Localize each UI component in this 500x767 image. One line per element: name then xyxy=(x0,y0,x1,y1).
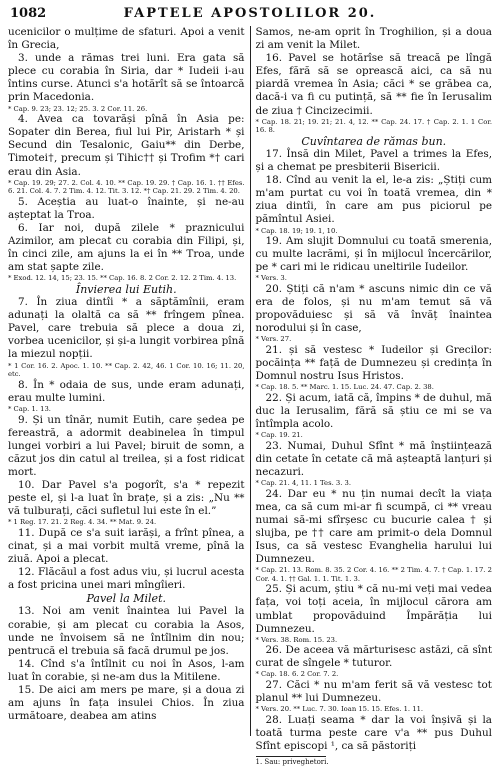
footnote-divider xyxy=(256,756,326,757)
cross-reference: * Cap. 18. 6. 2 Cor. 7. 2. xyxy=(255,670,339,679)
verse-paragraph: 24. Dar eu * nu țin numai decît la viața mea, ca să cum mi-ar fi scumpă, ci ** vreau numai să-mi sfîrșesc cu bucurie calea † și slujba, pe †† care am primit-o dela Domnul Isus, ca să vestesc Evanghelia harului lui Dumnezeu. xyxy=(255,487,492,566)
text-columns xyxy=(8,26,492,767)
cross-reference: * Cap. 21. 4, 11. 1 Tes. 3. 3. xyxy=(255,478,352,487)
cross-reference: * Vers. 27. xyxy=(255,335,292,344)
page-number: 1082 xyxy=(10,6,47,21)
verse-paragraph: 25. Și acum, știu * că nu-mi veți mai vedea fața, voi toți aceia, în mijlocul cărora am umblat propovăduind Împărăția lui Dumnezeu. xyxy=(255,583,492,635)
running-title: FAPTELE APOSTOLILOR 20. xyxy=(123,6,377,21)
cross-reference: * Cap. 18. 19; 19. 1, 10. xyxy=(255,226,338,235)
cross-reference: * 1 Reg. 17. 21. 2 Reg. 4. 34. ** Mat. 9. 24. xyxy=(8,518,157,527)
verse-paragraph: 17. Însă din Milet, Pavel a trimes la Efes, și a chemat pe presbiterii Bisericii. xyxy=(255,147,492,174)
verse-paragraph: 22. Și acum, iată că, împins * de duhul, mă duc la Ierusalim, fără să știu ce mi se va întîmpla acolo. xyxy=(255,391,492,430)
cross-reference: * Exod. 12. 14, 15; 23. 15. ** Cap. 16. 8. 2 Cor. 2. 12. 2 Tim. 4. 13. xyxy=(8,274,237,283)
verse-paragraph: 4. Avea ca tovarăși pînă în Asia pe: Sopater din Berea, fiul lui Pir, Aristarh * și Secund din Tesalonic, Gaiu** din Derbe, Timotei†, precum și Tihic†† și Trofim *† cari erau din Asia. xyxy=(8,113,245,178)
verse-paragraph: 14. Cînd s'a întîlnit cu noi în Asos, l-am luat în corabie, și ne-am dus la Mitilene. xyxy=(8,657,245,683)
verse-paragraph: 5. Aceștia au luat-o înainte, și ne-au așteptat la Troa. xyxy=(8,195,245,221)
right-column-body xyxy=(256,26,493,753)
verse-paragraph: 3. unde a rămas trei luni. Era gata să plece cu corabia în Siria, dar * Iudeii i-au întins curse. Atunci s'a hotărît să se întoarcă prin Macedonia. xyxy=(8,52,245,104)
verse-paragraph: 7. În ziua dintîi * a săptămînii, eram adunați la olaltă ca să ** frîngem pînea. Pavel, care trebuia să plece a doua zi, vorbea ucenicilor, și și-a lungit vorbirea pînă la miezul nopții. xyxy=(8,296,245,361)
cross-reference: * Cap. 18. 21; 19. 21; 21. 4, 12. ** Cap. 24. 17. † Cap. 2. 1. 1 Cor. 16. 8. xyxy=(255,117,492,135)
verse-paragraph: 28. Luați seama * dar la voi înșivă și la toată turma peste care v'a ** pus Duhul Sfînt episcopi ¹, ca să păstoriți xyxy=(255,713,492,753)
left-column xyxy=(8,26,250,736)
cross-reference: * Cap. 19. 21. xyxy=(255,431,303,440)
cross-reference: * 1 Cor. 16. 2. Apoc. 1. 10. ** Cap. 2. 42, 46. 1 Cor. 10. 16; 11. 20, etc. xyxy=(8,361,245,379)
continued-text: Samos, ne-am oprit în Troghilion, și a doua zi am venit la Milet. xyxy=(255,26,492,52)
verse-paragraph: 18. Cînd au venit la el, le-a zis: „Știți cum m'am purtat cu voi în toată vremea, din * ziua dintîi, în care am pus piciorul pe pămîntul Asiei. xyxy=(255,174,492,226)
continued-text: ucenicilor o mulțime de sfaturi. Apoi a venit în Grecia, xyxy=(8,26,245,52)
verse-paragraph: 23. Numai, Duhul Sfînt * mă înștiințează din cetate în cetate că mă așteaptă lanțuri și necazuri. xyxy=(255,439,492,478)
footnote: 1. Sau: priveghetori. xyxy=(255,758,329,767)
verse-paragraph: 27. Căci * nu m'am ferit să vă vestesc tot planul ** lui Dumnezeu. xyxy=(255,679,492,705)
right-column xyxy=(250,26,493,767)
verse-paragraph: 12. Flăcăul a fost adus viu, și lucrul acesta a fost pricina unei mari mîngîieri. xyxy=(8,566,245,592)
verse-paragraph: 9. Și un tînăr, numit Eutih, care ședea pe fereastră, a adormit deabinelea în timpul lungei vorbiri a lui Pavel; biruit de somn, a căzut jos din catul al treilea, și a fost ridicat mort. xyxy=(8,413,245,478)
section-title: Învierea lui Eutih. xyxy=(75,282,177,296)
verse-paragraph: 20. Știți că n'am * ascuns nimic din ce vă era de folos, și nu m'am temut să vă propovăduiesc și să vă învăț înaintea norodului și în case, xyxy=(255,282,492,335)
verse-paragraph: 11. După ce s'a suit iarăși, a frînt pînea, a cinat, și a mai vorbit multă vreme, pînă la ziuă. Apoi a plecat. xyxy=(8,526,245,566)
cross-reference: * Cap. 18. 5. ** Marc. 1. 15. Luc. 24. 47. Cap. 2. 38. xyxy=(255,383,434,392)
page-header xyxy=(10,6,490,24)
section-title: Cuvîntarea de rămas bun. xyxy=(301,134,447,148)
cross-reference: * Cap. 19. 29; 27. 2. Col. 4. 10. ** Cap. 19. 29. † Cap. 16. 1. †† Efes. 6. 21. Col. 4. 7. 2 Tim. 4. 12. Tit. 3. 12. *† Cap. 21. 29. 2 Tim. 4. 20. xyxy=(8,178,245,196)
verse-paragraph: 21. și să vestesc * Iudeilor și Grecilor: pocăința ** față de Dumnezeu și credința în Domnul nostru Isus Hristos. xyxy=(255,343,492,383)
section-title: Pavel la Milet. xyxy=(86,592,166,606)
cross-reference: * Cap. 1. 13. xyxy=(8,404,51,413)
cross-reference: * Cap. 21. 13. Rom. 8. 35. 2 Cor. 4. 16. ** 2 Tim. 4. 7. † Cap. 1. 17. 2 Cor. 4. 1. †† Gal. 1. 1. Tit. 1. 3. xyxy=(255,566,492,583)
verse-paragraph: 26. De aceea vă mărturisesc astăzi, că sînt curat de sîngele * tuturor. xyxy=(255,644,492,670)
verse-paragraph: 19. Am slujit Domnului cu toată smerenia, cu multe lacrămi, și în mijlocul încercărilor, pe * cari mi le ridicau uneltirile Iudeilor. xyxy=(255,235,492,274)
verse-paragraph: 6. Iar noi, după zilele * praznicului Azimilor, am plecat cu corabia din Filipi, și, în cinci zile, am ajuns la ei în ** Troa, unde am stat șapte zile. xyxy=(8,222,245,274)
cross-reference: * Vers. 3. xyxy=(255,274,287,283)
verse-paragraph: 15. De aici am mers pe mare, și a doua zi am ajuns în fața insulei Chios. În ziua următoare, deabea am atins xyxy=(8,683,245,723)
verse-paragraph: 13. Noi am venit înaintea lui Pavel la corabie, și am plecat cu corabia la Asos, unde ne învoisem să ne întîlnim din nou; pentrucă el trebuia să facă drumul pe jos. xyxy=(8,605,245,657)
cross-reference: * Vers. 38. Rom. 15. 23. xyxy=(255,635,338,644)
verse-paragraph: 16. Pavel se hotărîse să treacă pe lîngă Efes, fără să se oprească aici, ca să nu piardă vremea în Asia; căci * se grăbea ca, dacă-i va fi cu putință, să ** fie în Ierusalim de ziua † Cincizecimii. xyxy=(255,52,492,117)
verse-paragraph: 8. În * odaia de sus, unde eram adunați, erau multe lumini. xyxy=(8,378,245,404)
cross-reference: * Vers. 20. ** Luc. 7. 30. Ioan 15. 15. Efes. 1. 11. xyxy=(255,705,424,714)
verse-paragraph: 10. Dar Pavel s'a pogorît, s'a * repezit peste el, și l-a luat în brațe, și a zis: „Nu ** vă tulburați, căci sufletul lui este în el.” xyxy=(8,478,245,518)
cross-reference: * Cap. 9. 23; 23. 12; 25. 3. 2 Cor. 11. 26. xyxy=(8,104,148,113)
